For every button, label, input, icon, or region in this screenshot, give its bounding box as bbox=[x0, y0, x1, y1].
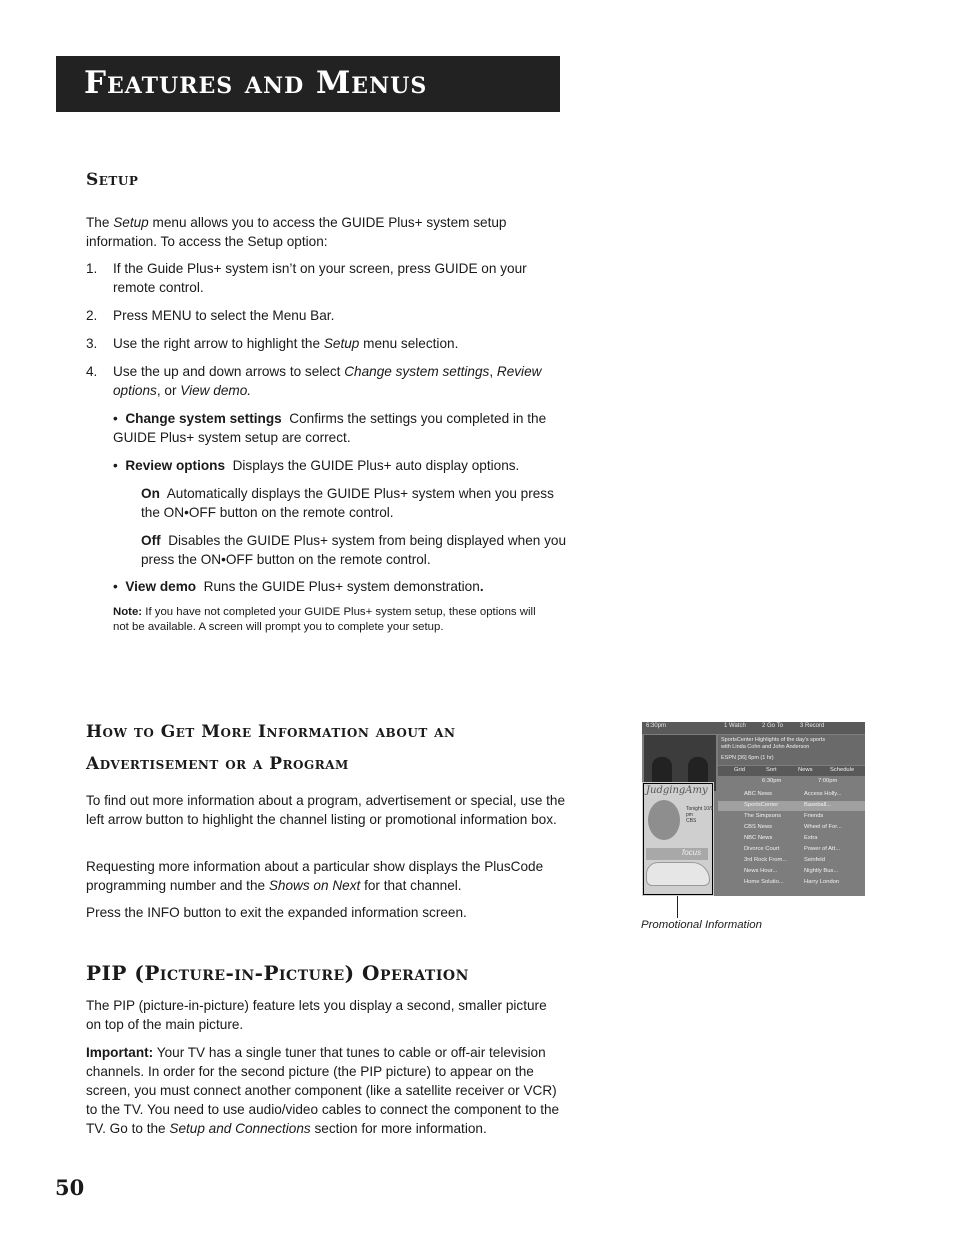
grid-row: Divorce Court Power of Att... bbox=[744, 846, 841, 852]
chapter-title: Features and Menus bbox=[84, 65, 428, 101]
review-on: On Automatically displays the GUIDE Plus+ system when you press the ON•OFF button on the remote control. bbox=[141, 486, 554, 520]
setup-note: Note: If you have not completed your GUIDE Plus+ system setup, these options will not be available. A screen will prompt you to complete your setup. bbox=[113, 606, 536, 633]
grid-row: 3rd Rock From... Seinfeld bbox=[744, 857, 825, 863]
guide-plus-screenshot bbox=[642, 722, 865, 896]
screenshot-caption: Promotional Information bbox=[641, 919, 762, 931]
setup-intro: The Setup menu allows you to access the GUIDE Plus+ system setup information. To access the Setup option: bbox=[86, 215, 507, 249]
promotional-box bbox=[642, 782, 714, 896]
page-number: 50 bbox=[55, 1175, 85, 1200]
info-line: ESPN [36] 6pm (1 hr) bbox=[721, 755, 774, 761]
option-review: • Review options Displays the GUIDE Plus+ auto display options. bbox=[113, 458, 520, 473]
car-image bbox=[646, 862, 710, 886]
grid-row: SportsCenter Baseball... bbox=[718, 801, 865, 811]
grid-row: Home Solutio... Harry London bbox=[744, 879, 840, 885]
step-number: 2. bbox=[86, 308, 98, 323]
step-text: Press MENU to select the Menu Bar. bbox=[113, 308, 335, 323]
more-info-p1: To find out more information about a program, advertisement or special, use the left arrow button to highlight the channel listing or promotional information box. bbox=[86, 793, 566, 827]
grid-tabs bbox=[718, 766, 865, 776]
grid-tab: News bbox=[798, 767, 813, 773]
promo-car-text: focus bbox=[682, 848, 702, 857]
grid-row: NBC News Extra bbox=[744, 835, 818, 841]
pip-p2: Important: Your TV has a single tuner that tunes to cable or off-air television channels. In order for the second picture (the PIP picture) to appear on the screen, you must connect another component (like a satellite receiver or VCR) to the TV. You need to use audio/video cables to connect the component to the TV. Go to the Setup and Connections section for more information. bbox=[86, 1045, 560, 1136]
topbar-goto: 2 Go To bbox=[762, 723, 783, 729]
info-line: with Linda Cohn and John Anderson bbox=[721, 744, 810, 750]
program-info-box bbox=[718, 735, 865, 765]
grid-tab: Sort bbox=[766, 767, 777, 773]
step-text: Use the right arrow to highlight the Setup menu selection. bbox=[113, 336, 459, 351]
grid-row: CBS News Wheel of For... bbox=[744, 824, 842, 830]
topbar-record: 3 Record bbox=[800, 723, 825, 729]
grid-tab: Grid bbox=[734, 767, 745, 773]
grid-tab: Schedule bbox=[830, 767, 855, 773]
more-info-p3: Press the INFO button to exit the expanded information screen. bbox=[86, 905, 467, 920]
caption-callout-line bbox=[677, 896, 678, 918]
promo-tonight: Tonight 10/9 pm CBS bbox=[686, 806, 714, 824]
grid-time: 6:30pm bbox=[762, 778, 782, 784]
step-text: Use the up and down arrows to select Change system settings, Review options, or View demo. bbox=[113, 364, 542, 398]
more-info-p2: Requesting more information about a particular show displays the PlusCode programming number and the Shows on Next for that channel. bbox=[86, 859, 544, 893]
topbar-time: 6:30pm bbox=[646, 723, 667, 729]
pip-p1: The PIP (picture-in-picture) feature lets you display a second, smaller picture on top of the main picture. bbox=[86, 998, 547, 1032]
step-number: 4. bbox=[86, 364, 98, 379]
guide-topbar bbox=[642, 722, 865, 734]
grid-row: ABC News Access Holly... bbox=[744, 791, 842, 797]
pip-heading: PIP (Picture-in-Picture) Operation bbox=[86, 961, 469, 985]
review-off: Off Disables the GUIDE Plus+ system from being displayed when you press the ON•OFF button on the remote control. bbox=[141, 533, 567, 567]
promo-face-image bbox=[648, 800, 680, 840]
step-number: 3. bbox=[86, 336, 98, 351]
grid-row: News Hour... Nightly Bus... bbox=[744, 868, 839, 874]
promo-logo: JudgingAmy bbox=[646, 785, 708, 796]
info-line: SportsCenter Highlights of the day's sports bbox=[721, 737, 826, 743]
grid-times bbox=[718, 777, 865, 787]
option-view-demo: • View demo Runs the GUIDE Plus+ system demonstration. bbox=[113, 579, 484, 594]
topbar-watch: 1 Watch bbox=[724, 723, 746, 729]
grid-time: 7:00pm bbox=[818, 778, 838, 784]
chapter-banner bbox=[56, 56, 560, 112]
option-change-settings: • Change system settings Confirms the settings you completed in the GUIDE Plus+ system setup are correct. bbox=[113, 411, 547, 445]
channel-grid bbox=[718, 766, 865, 896]
step-text: If the Guide Plus+ system isn’t on your screen, press GUIDE on your remote control. bbox=[113, 261, 527, 295]
step-number: 1. bbox=[86, 261, 98, 276]
grid-row: The Simpsons Friends bbox=[744, 813, 824, 819]
more-info-heading: How to Get More Information about an Advertisement or a Program bbox=[86, 722, 456, 774]
setup-heading: Setup bbox=[86, 170, 139, 190]
